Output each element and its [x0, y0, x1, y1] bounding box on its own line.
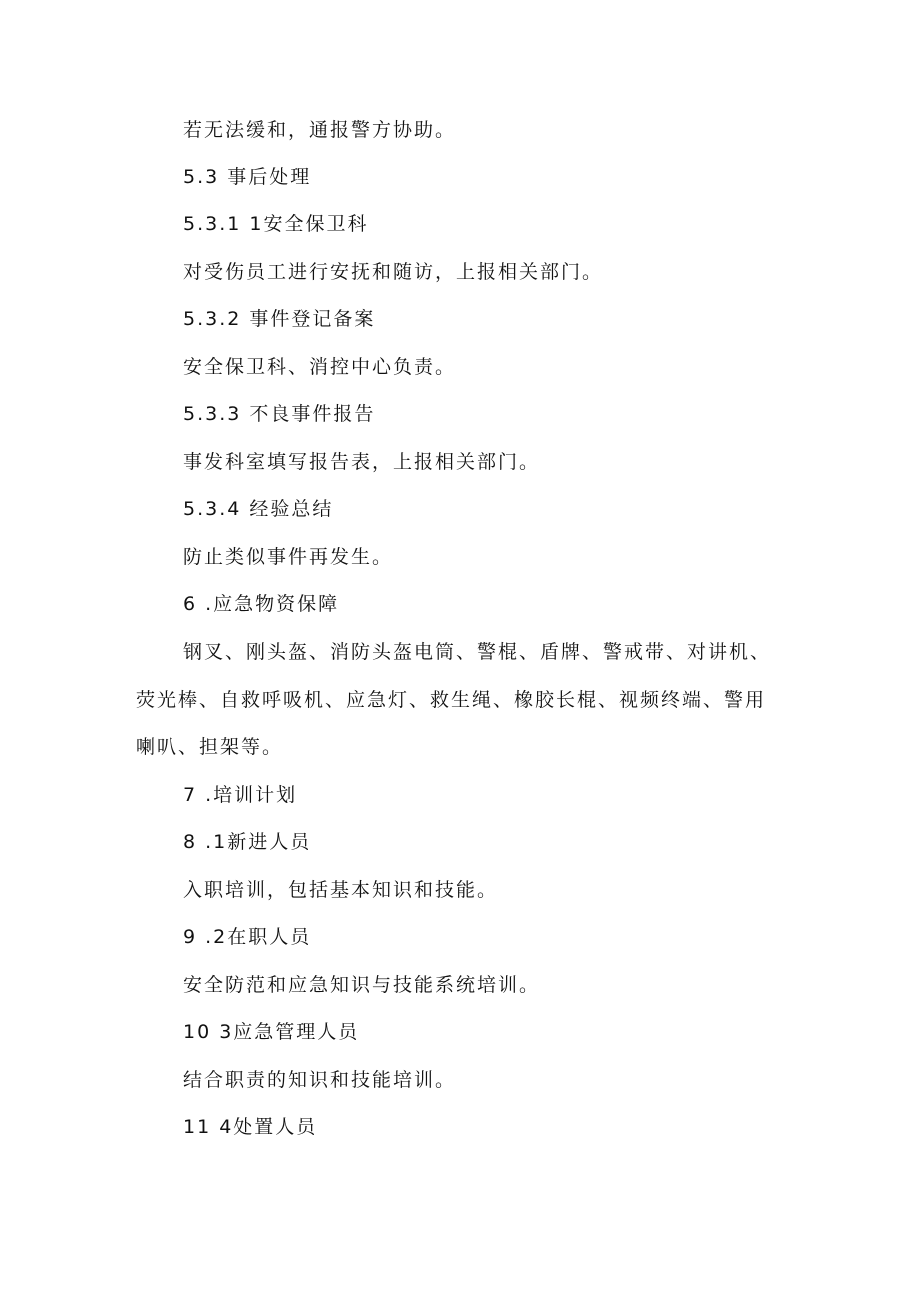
subsection-heading: 9 .2在职人员 — [183, 926, 312, 948]
section-heading: 5.3 事后处理 — [183, 166, 312, 188]
section-heading: 7 .培训计划 — [183, 784, 298, 806]
paragraph-line: 对受伤员工进行安抚和随访，上报相关部门。 — [183, 261, 604, 283]
subsection-heading: 5.3.3 不良事件报告 — [183, 403, 376, 425]
paragraph-line: 荧光棒、自救呼吸机、应急灯、救生绳、橡胶长棍、视频终端、警用 — [136, 689, 767, 711]
paragraph-line: 钢叉、刚头盔、消防头盔电筒、警棍、盾牌、警戒带、对讲机、 — [183, 641, 772, 663]
subsection-heading: 10 3应急管理人员 — [183, 1021, 360, 1043]
paragraph-line: 入职培训，包括基本知识和技能。 — [183, 879, 499, 901]
paragraph-line: 喇叭、担架等。 — [136, 736, 284, 758]
paragraph-line: 安全防范和应急知识与技能系统培训。 — [183, 974, 541, 996]
paragraph-line: 事发科室填写报告表，上报相关部门。 — [183, 451, 541, 473]
subsection-heading: 11 4处置人员 — [183, 1116, 318, 1138]
section-heading: 6 .应急物资保障 — [183, 593, 340, 615]
subsection-heading: 5.3.1 1安全保卫科 — [183, 213, 369, 235]
subsection-heading: 8 .1新进人员 — [183, 831, 312, 853]
paragraph-line: 防止类似事件再发生。 — [183, 546, 394, 568]
paragraph-line: 结合职责的知识和技能培训。 — [183, 1069, 457, 1091]
paragraph-line: 安全保卫科、消控中心负责。 — [183, 356, 457, 378]
subsection-heading: 5.3.2 事件登记备案 — [183, 308, 376, 330]
paragraph-line: 若无法缓和，通报警方协助。 — [183, 119, 457, 141]
subsection-heading: 5.3.4 经验总结 — [183, 498, 334, 520]
